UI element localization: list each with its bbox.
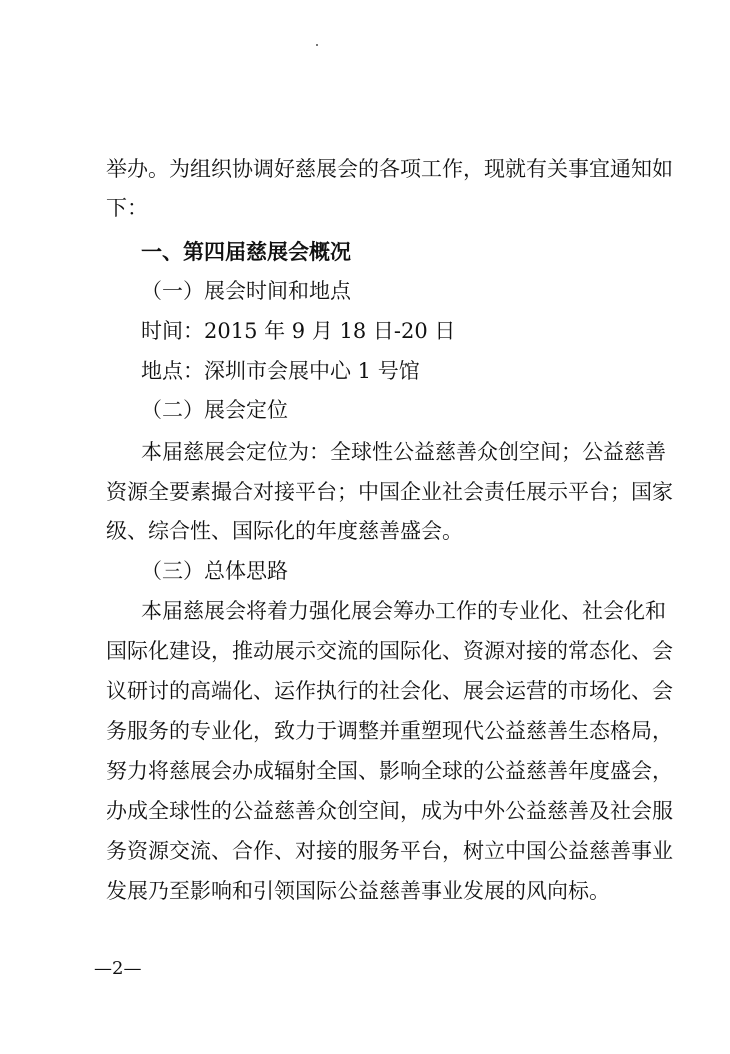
positioning-line-1: 本届慈展会定位为：全球性公益慈善众创空间；公益慈善	[141, 440, 666, 464]
positioning-line-2: 资源全要素撮合对接平台；中国企业社会责任展示平台；国家	[106, 480, 673, 504]
subheading-3: （三）总体思路	[141, 559, 288, 583]
scan-speck	[316, 44, 318, 46]
body-line-2: 下：	[106, 196, 148, 220]
approach-line-4: 务服务的专业化，致力于调整并重塑现代公益慈善生态格局，	[106, 719, 673, 743]
approach-line-3: 议研讨的高端化、运作执行的社会化、展会运营的市场化、会	[106, 679, 673, 703]
approach-line-2: 国际化建设，推动展示交流的国际化、资源对接的常态化、会	[106, 639, 673, 663]
approach-line-6: 办成全球性的公益慈善众创空间，成为中外公益慈善及社会服	[106, 799, 673, 823]
approach-line-1: 本届慈展会将着力强化展会筹办工作的专业化、社会化和	[141, 599, 666, 623]
approach-line-5: 努力将慈展会办成辐射全国、影响全球的公益慈善年度盛会，	[106, 759, 673, 783]
subheading-2: （二）展会定位	[141, 398, 288, 422]
approach-line-8: 发展乃至影响和引领国际公益慈善事业发展的风向标。	[106, 879, 610, 903]
event-location: 地点：深圳市会展中心 1 号馆	[141, 359, 420, 383]
event-time: 时间：2015 年 9 月 18 日-20 日	[141, 319, 456, 343]
subheading-1: （一）展会时间和地点	[141, 279, 351, 303]
body-line-1: 举办。为组织协调好慈展会的各项工作，现就有关事宜通知如	[106, 157, 673, 181]
positioning-line-3: 级、综合性、国际化的年度慈善盛会。	[106, 519, 463, 543]
approach-line-7: 务资源交流、合作、对接的服务平台，树立中国公益慈善事业	[106, 839, 673, 863]
section-heading: 一、第四届慈展会概况	[141, 239, 351, 264]
page-number: —2—	[94, 958, 142, 979]
